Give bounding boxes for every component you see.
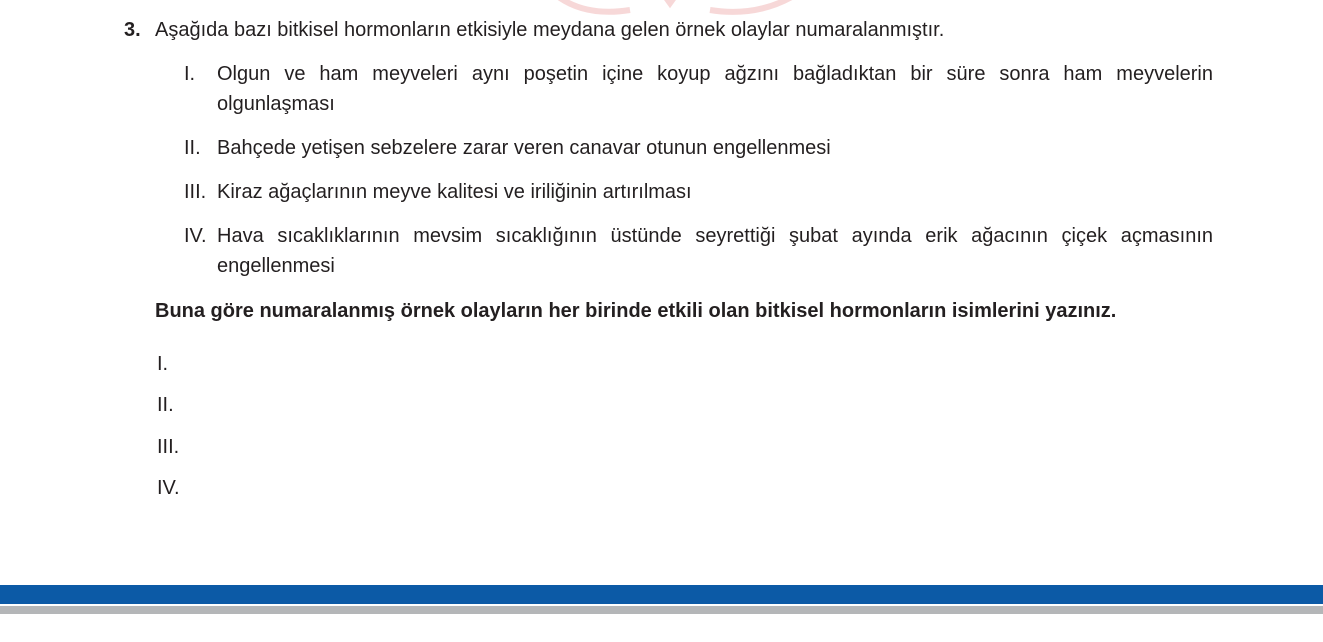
answer-line-2[interactable]: II. [157, 394, 174, 416]
item-text: Olgun ve ham meyveleri aynı poşetin içine koyup ağzını bağladıktan bir süre sonra ham meyvelerin olgunlaşması [217, 63, 1213, 115]
list-item [184, 59, 1213, 119]
item-numeral: I. [184, 63, 196, 85]
footer-gray-bar [0, 606, 1323, 614]
answer-line-1[interactable]: I. [157, 353, 169, 375]
item-numeral: III. [184, 181, 207, 203]
question-stem: Aşağıda bazı bitkisel hormonların etkisiyle meydana gelen örnek olaylar numaralanmıştır. [155, 19, 945, 41]
answer-line-4[interactable]: IV. [157, 477, 180, 499]
question-number: 3. [124, 19, 141, 41]
question-instruction: Buna göre numaralanmış örnek olayların her birinde etkili olan bitkisel hormonların isimlerini yazınız. [155, 300, 1117, 322]
list-item [184, 221, 1213, 281]
answer-line-3[interactable]: III. [157, 436, 180, 458]
footer-blue-bar [0, 585, 1323, 604]
item-text: Hava sıcaklıklarının mevsim sıcaklığının üstünde seyrettiği şubat ayında erik ağacının çiçek açmasının engellenmesi [217, 225, 1213, 277]
list-item [184, 177, 1213, 207]
item-numeral: IV. [184, 225, 207, 247]
item-text: Kiraz ağaçlarının meyve kalitesi ve iriliğinin artırılması [217, 181, 692, 203]
list-item [184, 133, 1213, 163]
item-numeral: II. [184, 137, 201, 159]
item-text: Bahçede yetişen sebzelere zarar veren canavar otunun engellenmesi [217, 137, 831, 159]
